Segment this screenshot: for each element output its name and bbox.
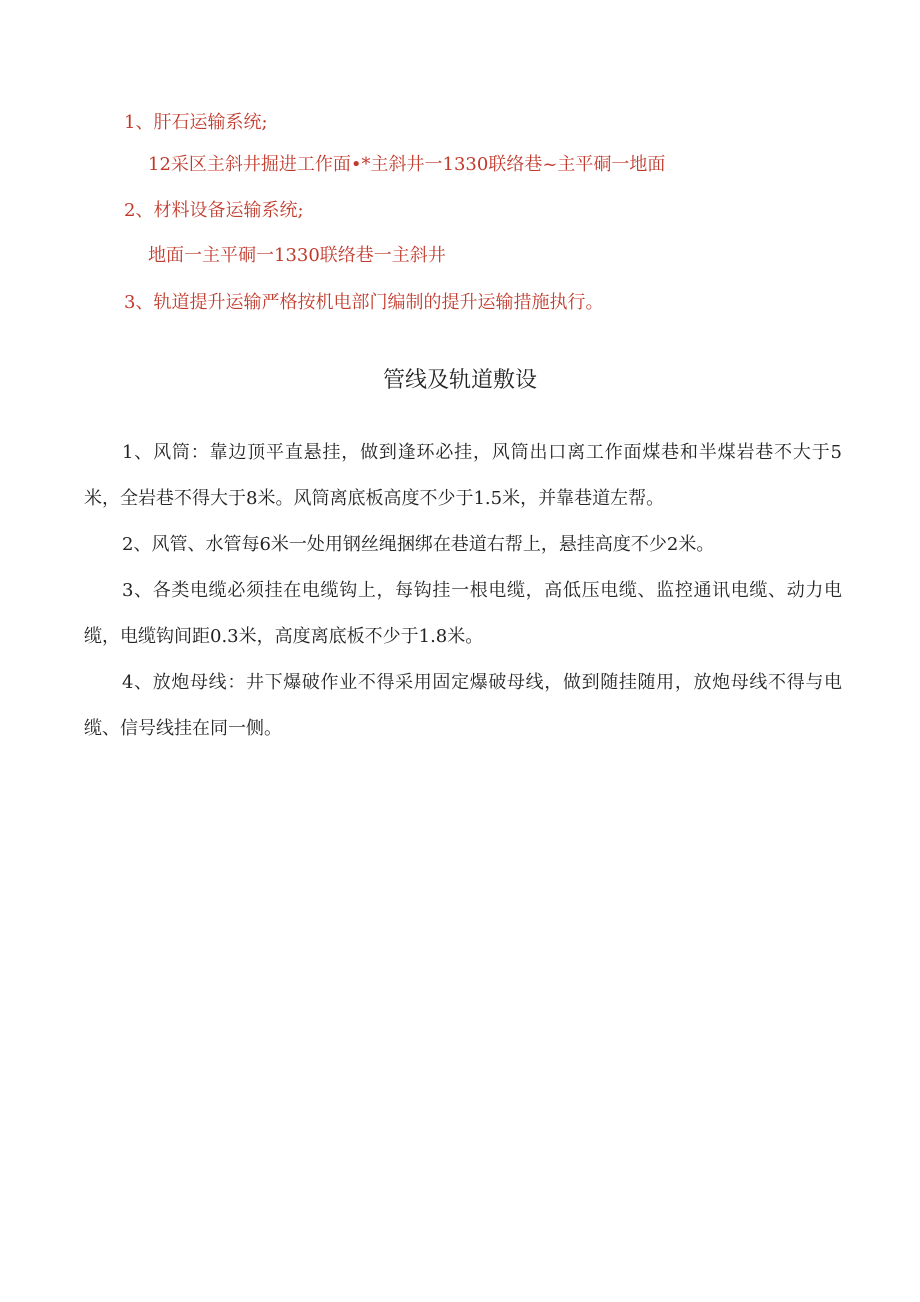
transport-item-1-title: 1、肝石运输系统; xyxy=(124,112,268,133)
transport-item-2-title: 2、材料设备运输系统; xyxy=(124,200,304,221)
paragraph-pipes: 2、风管、水管每6米一处用钢丝绳捆绑在巷道右帮上，悬挂高度不少2米。 xyxy=(122,534,715,555)
transport-item-3-text: 3、轨道提升运输严格按机电部门编制的提升运输措施执行。 xyxy=(124,292,604,313)
paragraph-air-duct: 1、风筒：靠边顶平直悬挂，做到逢环必挂，风筒出口离工作面煤巷和半煤岩巷不大于5米，全岩巷不得大于8米。风筒离底板高度不少于1.5米，并靠巷道左帮。 xyxy=(84,442,842,509)
transport-item-1-route: 12采区主斜井掘进工作面•*主斜井一1330联络巷~主平硐一地面 xyxy=(148,154,666,175)
paragraph-blasting-wire: 4、放炮母线：井下爆破作业不得采用固定爆破母线，做到随挂随用，放炮母线不得与电缆、信号线挂在同一侧。 xyxy=(84,672,842,739)
section-heading: 管线及轨道敷设 xyxy=(382,368,537,393)
transport-item-2-route: 地面一主平硐一1330联络巷一主斜井 xyxy=(148,245,446,266)
paragraph-cables: 3、各类电缆必须挂在电缆钩上，每钩挂一根电缆，高低压电缆、监控通讯电缆、动力电缆，电缆钩间距0.3米，高度离底板不少于1.8米。 xyxy=(84,580,842,647)
